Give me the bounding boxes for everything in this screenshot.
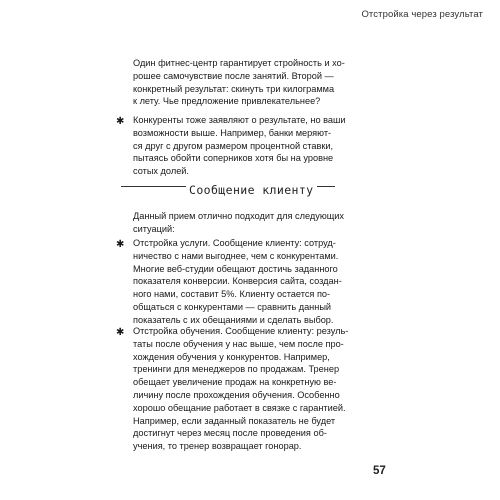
text-line: к лету. Чье предложение привлекательнее? [133, 96, 321, 107]
text-line: рошее самочувствие после занятий. Второй — [133, 70, 334, 81]
text-line: учения, то тренер возвращает гонорар. [133, 441, 302, 452]
text-line: Данный прием отлично подходит для следующих [133, 211, 345, 221]
running-header: Отстройка через результат [361, 9, 483, 20]
text-line: пытаясь обойти соперников хотя бы на уровне [133, 153, 334, 164]
text-line: общаться с конкурентами — сравнить данный [133, 301, 332, 312]
section-title: Сообщение клиенту [186, 183, 317, 197]
bullet-services [133, 237, 342, 327]
text-line: ничество с нами выгоднее, чем с конкурентами. [133, 250, 339, 261]
text-line: таты после обучения у нас выше, чем после про- [133, 338, 344, 349]
bullet-icon: ✱ [116, 239, 125, 250]
text-line: показателя конверсии. Конверсия сайта, создан- [133, 276, 342, 287]
text-line: ситуаций: [133, 223, 175, 234]
text-line: конкретный результат: скинуть три килограмма [133, 83, 335, 94]
bullet-training [133, 325, 349, 453]
text-line: показатель с их обещаниями и сделать выбор. [133, 314, 334, 325]
text-line: Отстройка услуги. Сообщение клиенту: сотруд- [133, 238, 336, 248]
text-line: обещает увеличение продаж на конкретную ве- [133, 377, 337, 388]
text-line: Конкуренты тоже заявляют о результате, но ваши [133, 115, 346, 125]
text-line: Один фитнес-центр гарантирует стройность и хо- [133, 58, 345, 68]
bullet-competitors [133, 114, 346, 178]
text-line: достигнут через месяц после проведения об- [133, 428, 327, 439]
bullet-icon: ✱ [116, 116, 125, 127]
text-line: Отстройка обучения. Сообщение клиенту: резуль- [133, 326, 349, 336]
text-line: тренинги для менеджеров по продажам. Тренер [133, 364, 340, 375]
text-line: Многие веб-студии обещают достичь заданного [133, 263, 338, 274]
text-line: сотых долей. [133, 166, 189, 177]
text-line: ся друг с другом размером процентной ставки, [133, 140, 334, 151]
text-line: возможности выше. Например, банки меряют- [133, 127, 332, 138]
page-number: 57 [373, 465, 386, 477]
intro-paragraph [133, 57, 345, 108]
text-line: хорошо обещание работает в связке с гарантией. [133, 402, 346, 413]
text-line: хождения обучения у конкурентов. Например, [133, 351, 330, 362]
section-intro [133, 210, 345, 236]
text-line: личину после прохождения обучения. Особенно [133, 389, 340, 400]
text-line: Например, если заданный показатель не будет [133, 415, 336, 426]
bullet-icon: ✱ [116, 327, 125, 338]
text-line: ного нами, составит 5%. Клиенту остается по- [133, 289, 331, 300]
